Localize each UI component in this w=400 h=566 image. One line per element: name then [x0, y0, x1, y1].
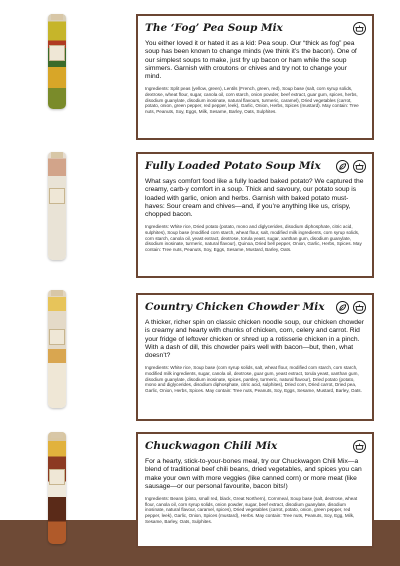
card-icons: [336, 160, 366, 173]
bag-label: [49, 469, 65, 485]
product-description: For a hearty, stick-to-your-bones meal, try our Chuckwagon Chili Mix—a blend of traditional beef chili beans, dried vegetables, and spices you can make your own with more veggies (like canned corn) or more meat (like sausage—or our personal favourite, bacon bits!): [145, 458, 362, 490]
card-icons: [353, 440, 366, 453]
pot-icon: [353, 440, 366, 453]
bag-twist: [51, 14, 63, 20]
card-icons: [353, 22, 366, 35]
product-image-potato-soup: [48, 152, 66, 260]
product-description: What says comfort food like a fully loaded baked potato? We captured the creamy, carb-y comfort in a soup. Thick and savoury, our potato soup is loaded with garlic, onion and herbs. Garnish with baked potato must-haves: Sour cream and chives—and, if you’re anything like us, crispy, chopped bacon.: [145, 178, 364, 219]
product-card-chili: [136, 432, 374, 548]
product-description: You either loved it or hated it as a kid: Pea soup. Our “thick as fog” pea soup has been known to change minds (we think it’s the bacon). One of our simplest soups to make, just fry up bacon or ham while the soup simmers. Garnish with croutons or chives and try not to change your mind.: [145, 40, 357, 81]
product-card-pea-soup: [136, 14, 374, 140]
vegetarian-icon: [336, 160, 349, 173]
product-image-chili: [48, 432, 66, 544]
product-ingredients: Ingredients: Beans (pinto, small red, black, Great Northern), Cornmeal, Soup base (salt, dextrose, wheat flour, canola oil, corn syrup solids, onion powder, sugar, beef extract, disodium guanylate, disodium inosinate, natural flavour, caramel, spices), Dried vegetables (carrot, potato, onion, green pepper, red pepper, leek), Garlic, Onion, Spices (mustard), Herbs. May contain: Tree nuts, Peanuts, Soy, Egg, Milk, Sesame, Barley, Oats, Sulphites.: [145, 496, 358, 524]
pot-icon: [353, 301, 366, 314]
bag-label: [49, 45, 65, 61]
card-icons: [336, 301, 366, 314]
bag-label: [49, 329, 65, 345]
pot-icon: [353, 160, 366, 173]
product-image-pea-soup: [48, 14, 66, 109]
vegetarian-icon: [336, 301, 349, 314]
pot-icon: [353, 22, 366, 35]
product-title: Chuckwagon Chili Mix: [145, 440, 278, 452]
product-ingredients: Ingredients: Split peas (yellow, green), Lentils (French, green, red), Soup base (salt, corn syrup solids, dextrose, wheat flour, sugar, canola oil, corn starch, onion powder, beef extract, guar gum, spices, herbs, disodium guanylate, disodium inosinate, natural flavours, turmeric, caramel), Dried vegetables (carrot, potato, onion, green pepper, red pepper, leek), Garlic, Onion, Herbs, Spices (mustard). May contain: Tree nuts, Peanuts, Soy, Eggs, Milk, Sesame, Barley, Oats, Sulphites.: [145, 86, 359, 114]
bag-twist: [51, 432, 63, 438]
product-card-chicken-chowder: [136, 293, 374, 421]
product-image-chicken-chowder: [48, 290, 66, 408]
product-ingredients: Ingredients: White rice, Soup base (corn syrup solids, salt, wheat flour, modified corn starch, corn starch, modified milk ingredients, sugar, canola oil, dextrose, guar gum, yeast extract, torula yeast, xanthan gum, disodium guanylate, disodium inosinate, spices, parsley, turmeric, natural flavour), Dried potato (potato, mono and diglycerides, disodium diphosphate, citric acid, sulphites), Dried corn, Dried carrot, Dried pea, Garlic, Onion, Herbs, Spices. May contain: Tree nuts, Peanuts, Soy, Eggs, Sesame, Mustard, Barley, Oats.: [145, 365, 362, 393]
bag-twist: [51, 152, 63, 158]
product-title: The ‘Fog’ Pea Soup Mix: [145, 22, 283, 34]
product-card-potato-soup: [136, 152, 374, 278]
product-title: Fully Loaded Potato Soup Mix: [145, 160, 321, 172]
product-description: A thicker, richer spin on classic chicken noodle soup, our chicken chowder is creamy and hearty with chunks of chicken, corn, celery and carrot. Rid your fridge of leftover chicken or shred up a rotisserie chicken in a pinch. With a dash of dill, this chowder pairs well with bacon—but, then, what doesn’t?: [145, 319, 364, 360]
bag-label: [49, 188, 65, 204]
product-title: Country Chicken Chowder Mix: [145, 301, 325, 313]
bag-twist: [51, 290, 63, 296]
product-ingredients: Ingredients: White rice, Dried potato (potato, mono and diglycerides, disodium diphosphate, citric acid, sulphites), Soup base (modified corn starch, wheat flour, salt, modified milk ingredients, corn syrup solids, corn starch, canola oil, yeast extract, dextrose, torula yeast, sugar, xanthan gum, disodium guanylate, disodium inosinate, turmeric, natural flavour), Quinoa, Dried bell pepper, Onion, Garlic, Herbs, Spices. May contain: Tree nuts, Peanuts, Soy, Eggs, Sesame, Mustard, Barley, Oats.: [145, 224, 362, 252]
